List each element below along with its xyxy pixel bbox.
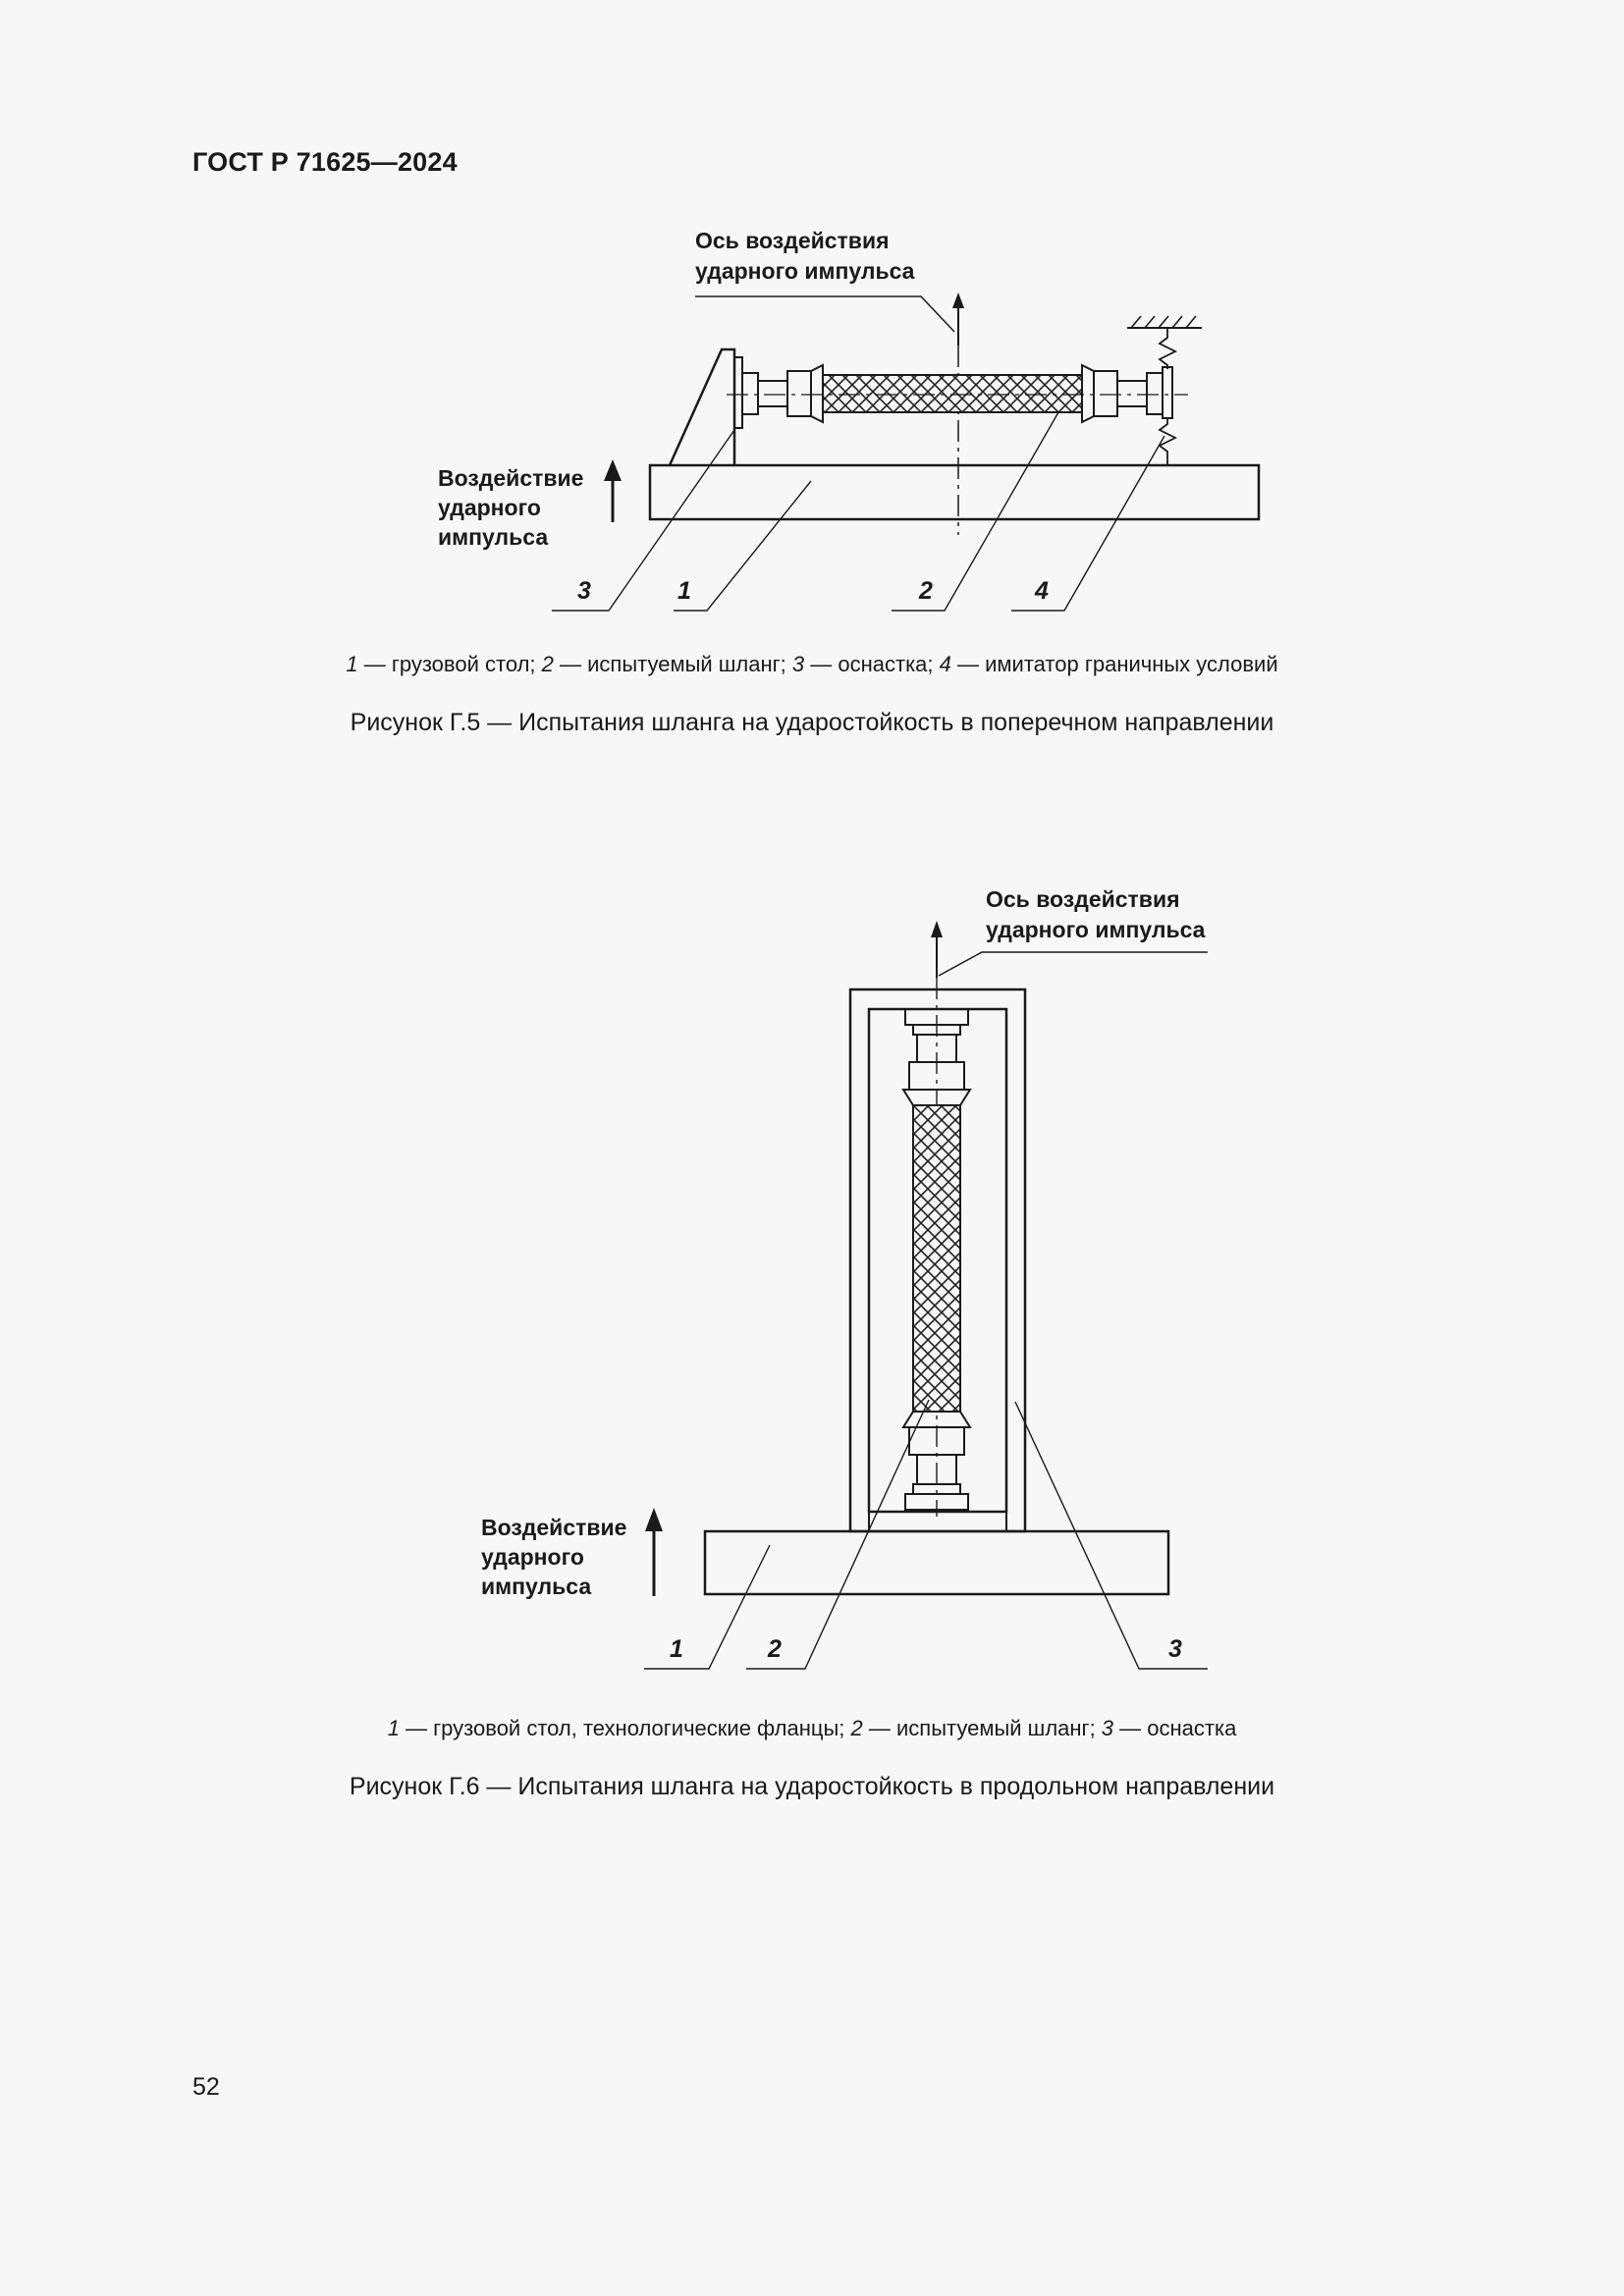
- g5-legend-text-4: — имитатор граничных условий: [950, 652, 1278, 676]
- g5-legend-num-3: 3: [791, 652, 805, 676]
- g5-legend: [0, 652, 1624, 677]
- g6-bottom-plate: [869, 1512, 1006, 1531]
- g5-axis-leader: [695, 296, 954, 332]
- g5-spring-bottom: [1160, 418, 1175, 465]
- g5-leader-2: [892, 412, 1058, 611]
- g5-fitting-left-body: [787, 371, 811, 416]
- page-number: 52: [192, 2073, 220, 2101]
- g6-legend-text-2: — испытуемый шланг;: [862, 1716, 1102, 1740]
- g5-legend-num-4: 4: [939, 652, 951, 676]
- g5-axis-label-2: ударного импульса: [695, 258, 915, 284]
- g5-legend-num-2: 2: [541, 652, 554, 676]
- g5-axis-arrowhead: [952, 293, 964, 308]
- g6-impact-label-1: Воздействие: [481, 1515, 627, 1540]
- g5-impact-label-1: Воздействие: [438, 465, 584, 491]
- g5-fitting-left-nut: [758, 381, 787, 406]
- g6-caption: Рисунок Г.6 — Испытания шланга на ударостойкость в продольном направлении: [349, 1773, 1275, 1800]
- g6-axis-leader: [939, 952, 1208, 976]
- g6-impact-label-3: импульса: [481, 1574, 592, 1599]
- g5-flange-left-inner: [742, 373, 758, 414]
- g5-impact-arrowhead: [604, 459, 622, 481]
- g5-legend-text-2: — испытуемый шланг;: [553, 652, 792, 676]
- g6-legend-num-3: 3: [1101, 1716, 1114, 1740]
- g5-legend-text-1: — грузовой стол;: [357, 652, 542, 676]
- g5-legend-text-3: — оснастка;: [804, 652, 940, 676]
- g6-legend-text-3: — оснастка: [1113, 1716, 1237, 1740]
- figure-g5-diagram: [0, 0, 1624, 628]
- document-header: ГОСТ Р 71625—2024: [192, 147, 458, 177]
- g5-callout-4: 4: [1035, 577, 1049, 605]
- g6-axis-label-2: ударного импульса: [986, 917, 1206, 942]
- g5-hose-braid: [823, 375, 1082, 412]
- g6-hose-braid: [913, 1105, 960, 1412]
- g5-fitting-right-body: [1094, 371, 1117, 416]
- g6-axis-arrowhead: [931, 921, 943, 937]
- g6-impact-arrowhead: [645, 1508, 663, 1531]
- g5-fitting-left-cone: [811, 365, 823, 422]
- g6-load-table: [705, 1531, 1168, 1594]
- g5-ground-hatch: [1131, 316, 1196, 328]
- g5-axis-label-1: Ось воздействия: [695, 228, 890, 253]
- g6-leader-1: [644, 1545, 770, 1669]
- g5-flange-right: [1163, 367, 1172, 418]
- g5-impact-label-3: импульса: [438, 524, 549, 550]
- g6-callout-1: 1: [670, 1635, 683, 1663]
- g5-fitting-right-cone: [1082, 365, 1094, 422]
- g5-callout-1: 1: [677, 577, 691, 605]
- g5-caption: Рисунок Г.5 — Испытания шланга на ударостойкость в поперечном направлении: [350, 709, 1274, 736]
- g5-fitting-right-nut: [1117, 381, 1147, 406]
- g5-leader-1: [674, 481, 811, 611]
- g5-load-table: [650, 465, 1259, 519]
- g6-callout-2: 2: [768, 1635, 782, 1663]
- figure-g6-diagram: [0, 864, 1624, 1669]
- g5-callout-2: 2: [919, 577, 933, 605]
- g5-fixture-bracket: [670, 349, 734, 465]
- g5-callout-3: 3: [577, 577, 591, 605]
- g5-spring-top: [1160, 328, 1175, 369]
- g6-leader-2: [746, 1400, 929, 1669]
- g6-legend: [0, 1716, 1624, 1741]
- g6-axis-label-1: Ось воздействия: [986, 886, 1180, 912]
- g6-impact-label-2: ударного: [481, 1544, 584, 1570]
- g6-callout-3: 3: [1168, 1635, 1182, 1663]
- g5-flange-right-inner: [1147, 373, 1163, 414]
- g6-legend-text-1: — грузовой стол, технологические фланцы;: [399, 1716, 851, 1740]
- g5-impact-label-2: ударного: [438, 495, 541, 520]
- g5-legend-num-1: 1: [346, 652, 358, 676]
- g6-legend-num-1: 1: [387, 1716, 400, 1740]
- g6-leader-3: [1015, 1402, 1208, 1669]
- g6-legend-num-2: 2: [850, 1716, 863, 1740]
